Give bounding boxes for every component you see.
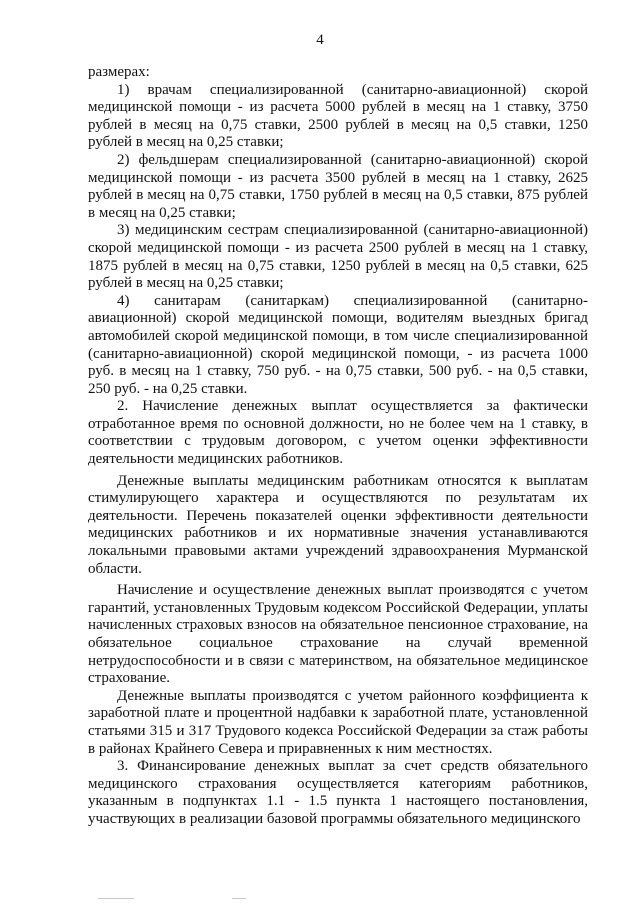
list-item-orderlies: 4) санитарам (санитаркам) специализированной (санитарно-авиационной) скорой медицинской помощи, водителям выездных бригад автомобилей скорой медицинской помощи, в том числе специализированной (санитарно-авиационной) скорой медицинской помощи, - из расчета 1000 руб. в месяц на 1 ставку, 750 руб. - на 0,75 ставки, 500 руб. - на 0,5 ставки, 250 руб. - на 0,25 ставки. (88, 292, 588, 397)
scan-artifact-line (232, 898, 246, 899)
list-item-doctors: 1) врачам специализированной (санитарно-авиационной) скорой медицинской помощи - из расчета 5000 рублей в месяц на 1 ставку, 3750 рублей в месяц на 0,75 ставки, 2500 рублей в месяц на 0,5 ставки, 1250 рублей в месяц на 0,25 ставки; (88, 81, 588, 151)
paragraph-section-2: 2. Начисление денежных выплат осуществляется за фактически отработанное время по основной должности, но не более чем на 1 ставку, в соответствии с трудовым договором, с учетом оценки эффективности деятельности медицинских работников. (88, 398, 588, 468)
list-item-nurses: 3) медицинским сестрам специализированной (санитарно-авиационной) скорой медицинской помощи - из расчета 2500 рублей в месяц на 1 ставку, 1875 рублей в месяц на 0,75 ставки, 1250 рублей в месяц на 0,5 ставки, 625 рублей в месяц на 0,25 ставки; (88, 222, 588, 292)
document-body (88, 64, 588, 829)
scan-artifact-line (98, 898, 134, 899)
paragraph-continuation: размерах: (88, 64, 150, 80)
paragraph-section-3: 3. Финансирование денежных выплат за счет средств обязательного медицинского страхования осуществляется категориям работников, указанным в подпунктах 1.1 - 1.5 пункта 1 настоящего постановления, участвующих в реализации базовой программы обязательного медицинского (88, 758, 588, 827)
list-item-paramedics: 2) фельдшерам специализированной (санитарно-авиационной) скорой медицинской помощи - из расчета 3500 рублей в месяц на 1 ставку, 2625 рублей в месяц на 0,75 ставки, 1750 рублей в месяц на 0,5 ставки, 875 рублей в месяц на 0,25 ставки; (88, 151, 588, 221)
paragraph-incentive-payments: Денежные выплаты медицинским работникам относятся к выплатам стимулирующего характера и осуществляются по результатам их деятельности. Перечень показателей оценки эффективности деятельности медицинских работников и их нормативные значения устанавливаются локальными правовыми актами учреждений здравоохранения Мурманской области. (88, 472, 588, 577)
paragraph-accrual-guarantees: Начисление и осуществление денежных выплат производятся с учетом гарантий, установленных Трудовым кодексом Российской Федерации, уплаты начисленных страховых взносов на обязательное пенсионное страхование, на обязательное социальное страхование на случай временной нетрудоспособности и в связи с материнством, на обязательное медицинское страхование. (88, 582, 588, 687)
paragraph-regional-coefficient: Денежные выплаты производятся с учетом районного коэффициента к заработной плате и процентной надбавки к заработной плате, установленной статьями 315 и 317 Трудового кодекса Российской Федерации за стаж работы в районах Крайнего Севера и приравненных к ним местностях. (88, 687, 588, 757)
page-number: 4 (316, 32, 324, 48)
